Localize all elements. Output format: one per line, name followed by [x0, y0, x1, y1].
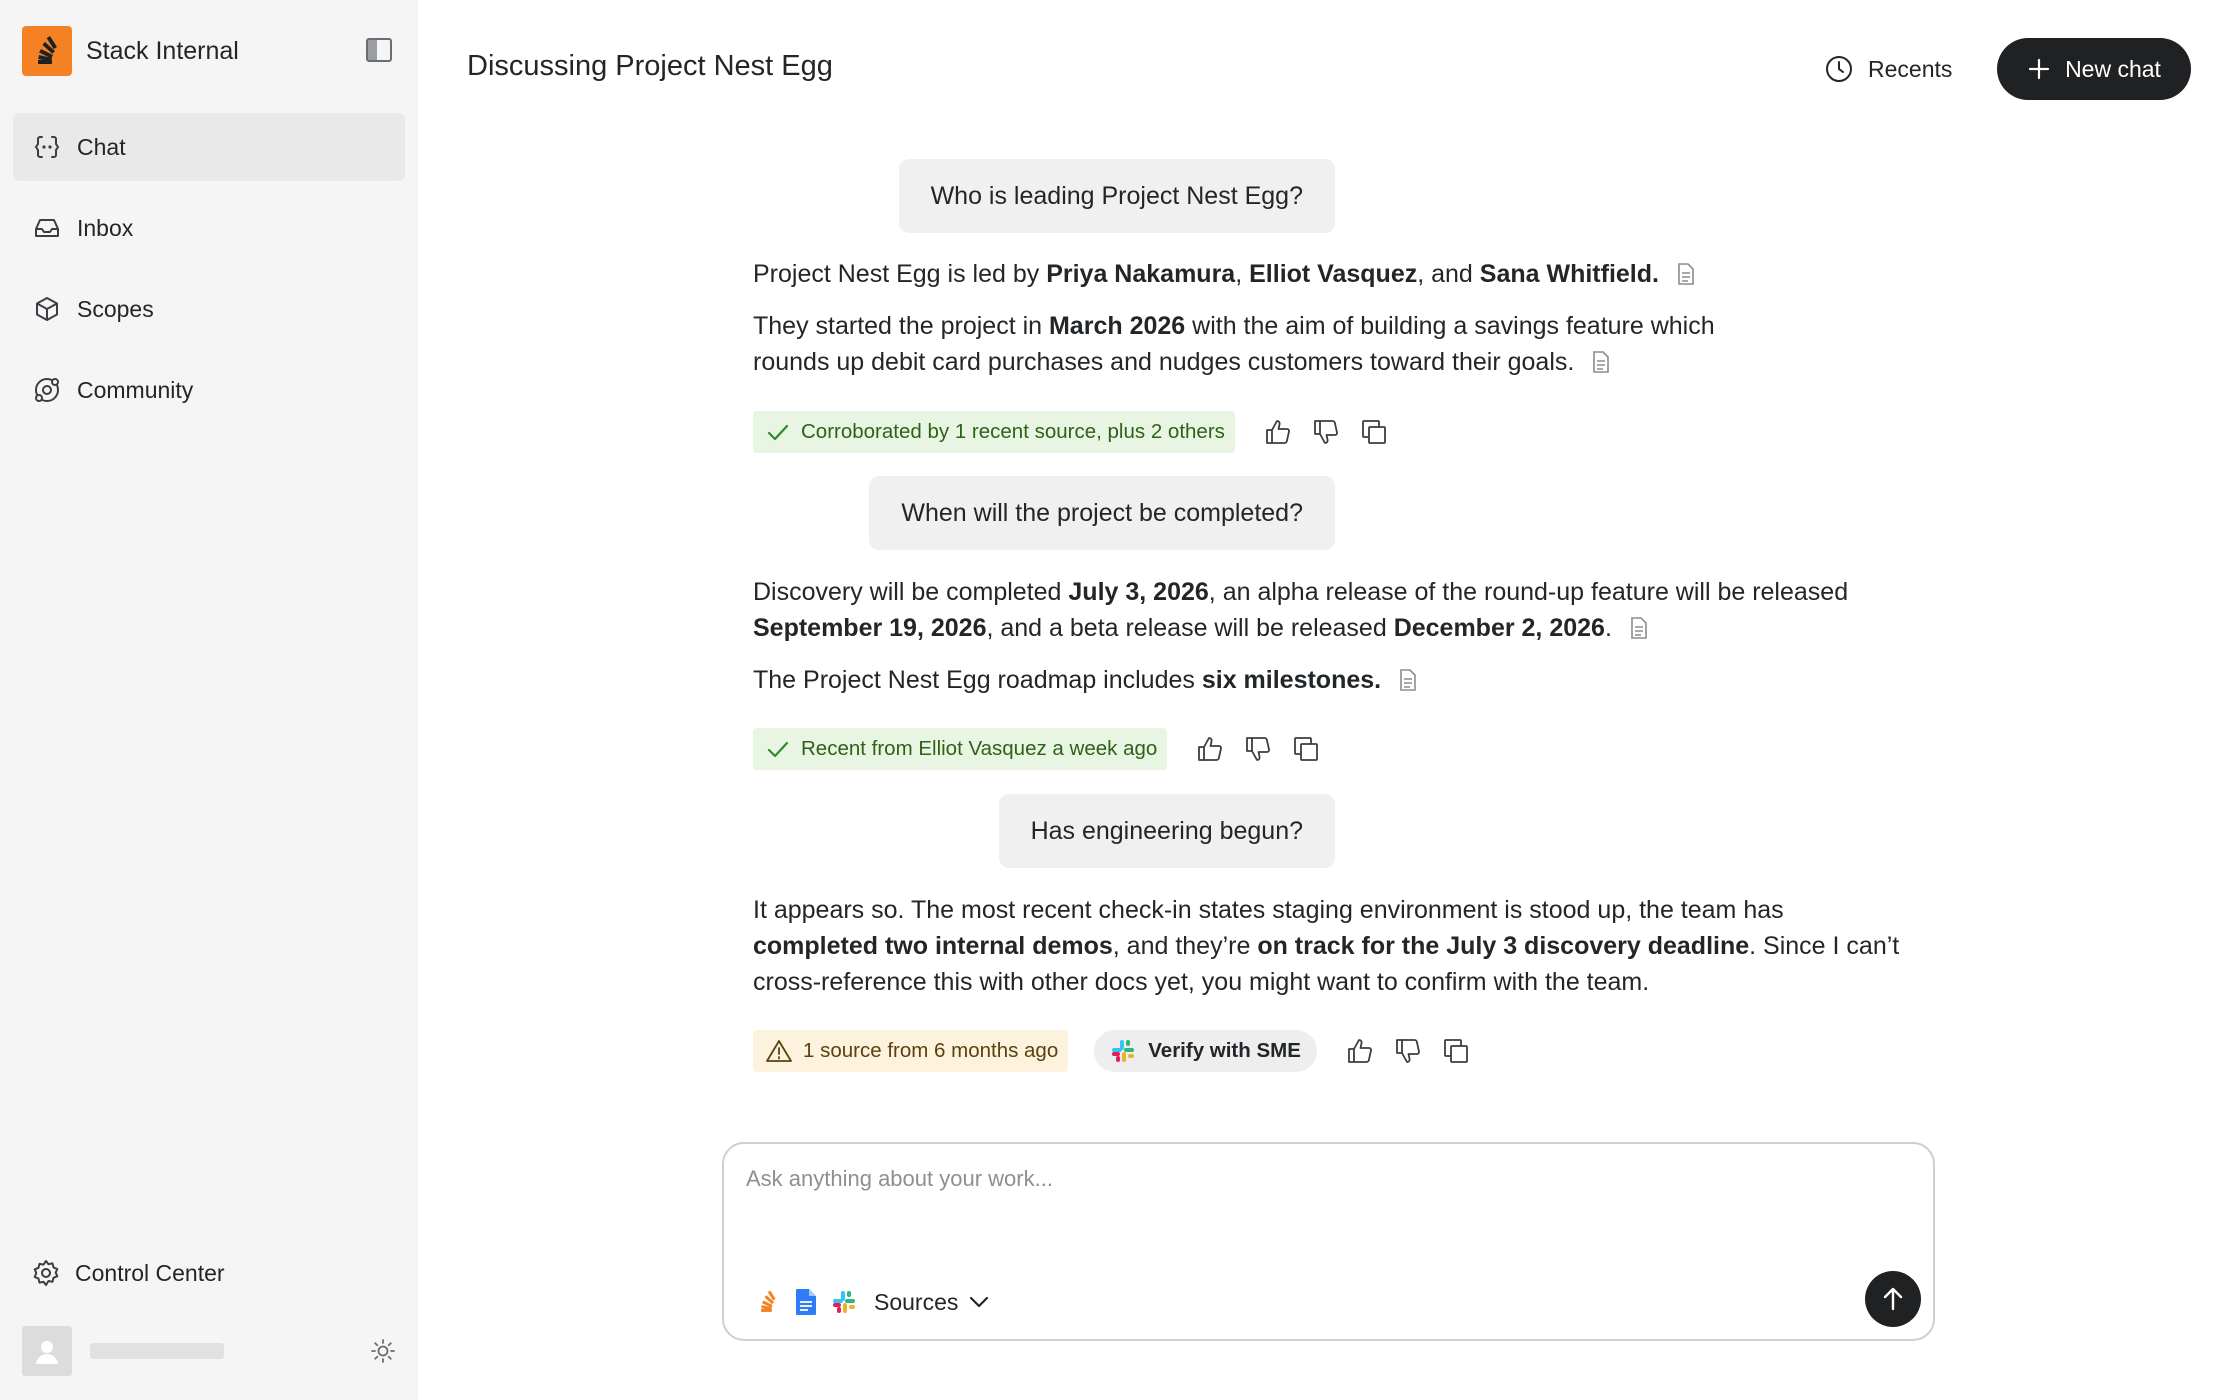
copy-icon[interactable] [1357, 415, 1391, 449]
assistant-answer [753, 574, 1913, 714]
google-docs-icon [792, 1288, 820, 1316]
verify-with-sme-button[interactable]: Verify with SME [1094, 1030, 1317, 1072]
gear-icon [31, 1258, 61, 1288]
copy-icon[interactable] [1439, 1034, 1473, 1068]
control-center-label: Control Center [75, 1259, 225, 1286]
source-doc-icon[interactable] [1624, 614, 1652, 642]
thumbs-up-icon[interactable] [1261, 415, 1295, 449]
recent-source-badge[interactable]: Recent from Elliot Vasquez a week ago [753, 728, 1167, 770]
answer-paragraph: It appears so. The most recent check-in states staging environment is stood up, the team has completed two internal demos, and they’re on track for the July 3 discovery deadline. Since I can’t cross-reference this with other docs yet, you might want to confirm with the team. [753, 896, 1900, 996]
check-icon [765, 736, 791, 762]
sources-label: Sources [874, 1288, 959, 1315]
send-button[interactable] [1865, 1271, 1921, 1327]
answer-feedback-bar [753, 1030, 1473, 1072]
stale-source-badge[interactable]: 1 source from 6 months ago [753, 1030, 1068, 1072]
slack-icon [1110, 1038, 1136, 1064]
sidebar-item-scopes[interactable] [13, 275, 405, 343]
page-title: Discussing Project Nest Egg [467, 50, 833, 82]
thumbs-down-icon[interactable] [1391, 1034, 1425, 1068]
collapse-sidebar-icon[interactable] [364, 36, 394, 64]
new-chat-label: New chat [2065, 55, 2161, 82]
cube-icon [31, 293, 63, 325]
sidebar-item-label: Community [77, 376, 194, 403]
thumbs-up-icon[interactable] [1193, 732, 1227, 766]
clock-icon [1824, 54, 1854, 84]
sidebar [0, 0, 418, 1400]
chat-braces-icon [31, 131, 63, 163]
source-doc-icon[interactable] [1671, 260, 1699, 288]
control-center-link[interactable] [13, 1240, 405, 1306]
answer-paragraph: They started the project in March 2026 with the aim of building a savings feature which rounds up debit card purchases and nudges customers toward their goals. [753, 312, 1715, 376]
app-name: Stack Internal [86, 36, 239, 65]
avatar[interactable] [22, 1326, 72, 1376]
chevron-down-icon [968, 1295, 990, 1309]
brand[interactable] [22, 26, 239, 76]
user-message: When will the project be completed? [869, 476, 1335, 550]
chat-composer [722, 1142, 1935, 1341]
sidebar-item-community[interactable] [13, 356, 405, 424]
sidebar-item-chat[interactable] [13, 113, 405, 181]
sources-selector[interactable] [754, 1282, 990, 1322]
plus-icon [2027, 57, 2051, 81]
user-message: Who is leading Project Nest Egg? [899, 159, 1335, 233]
warning-icon [765, 1038, 793, 1064]
check-icon [765, 419, 791, 445]
thumbs-down-icon[interactable] [1309, 415, 1343, 449]
arrow-up-icon [1879, 1285, 1907, 1313]
source-doc-icon[interactable] [1586, 348, 1614, 376]
assistant-answer [753, 256, 1913, 396]
assistant-answer [753, 892, 1913, 1016]
user-account [22, 1326, 398, 1376]
thumbs-down-icon[interactable] [1241, 732, 1275, 766]
answer-feedback-bar [753, 411, 1391, 453]
answer-paragraph: Discovery will be completed July 3, 2026, an alpha release of the round-up feature will be released September 19, 2026, and a beta release will be released December 2, 2026. [753, 578, 1849, 642]
stack-overflow-icon [754, 1288, 782, 1316]
chat-input[interactable] [746, 1166, 1846, 1216]
stack-logo-icon [22, 26, 72, 76]
sidebar-item-label: Chat [77, 133, 126, 160]
slack-icon [830, 1288, 858, 1316]
sidebar-item-label: Scopes [77, 295, 154, 322]
new-chat-button[interactable] [1997, 38, 2191, 100]
user-message: Has engineering begun? [999, 794, 1335, 868]
thumbs-up-icon[interactable] [1343, 1034, 1377, 1068]
answer-paragraph: Project Nest Egg is led by Priya Nakamura, Elliot Vasquez, and Sana Whitfield. [753, 256, 1913, 292]
source-doc-icon[interactable] [1393, 666, 1421, 694]
inbox-icon [31, 212, 63, 244]
recents-label: Recents [1868, 55, 1953, 82]
answer-feedback-bar [753, 728, 1323, 770]
answer-paragraph: The Project Nest Egg roadmap includes six milestones. [753, 662, 1913, 698]
user-name-placeholder [90, 1343, 224, 1359]
corroborated-badge[interactable]: Corroborated by 1 recent source, plus 2 others [753, 411, 1235, 453]
sidebar-item-inbox[interactable] [13, 194, 405, 262]
community-icon [31, 374, 63, 406]
sidebar-item-label: Inbox [77, 214, 134, 241]
copy-icon[interactable] [1289, 732, 1323, 766]
sidebar-nav [13, 113, 405, 437]
theme-toggle-sun-icon[interactable] [368, 1336, 398, 1366]
recents-button[interactable] [1812, 38, 1964, 100]
